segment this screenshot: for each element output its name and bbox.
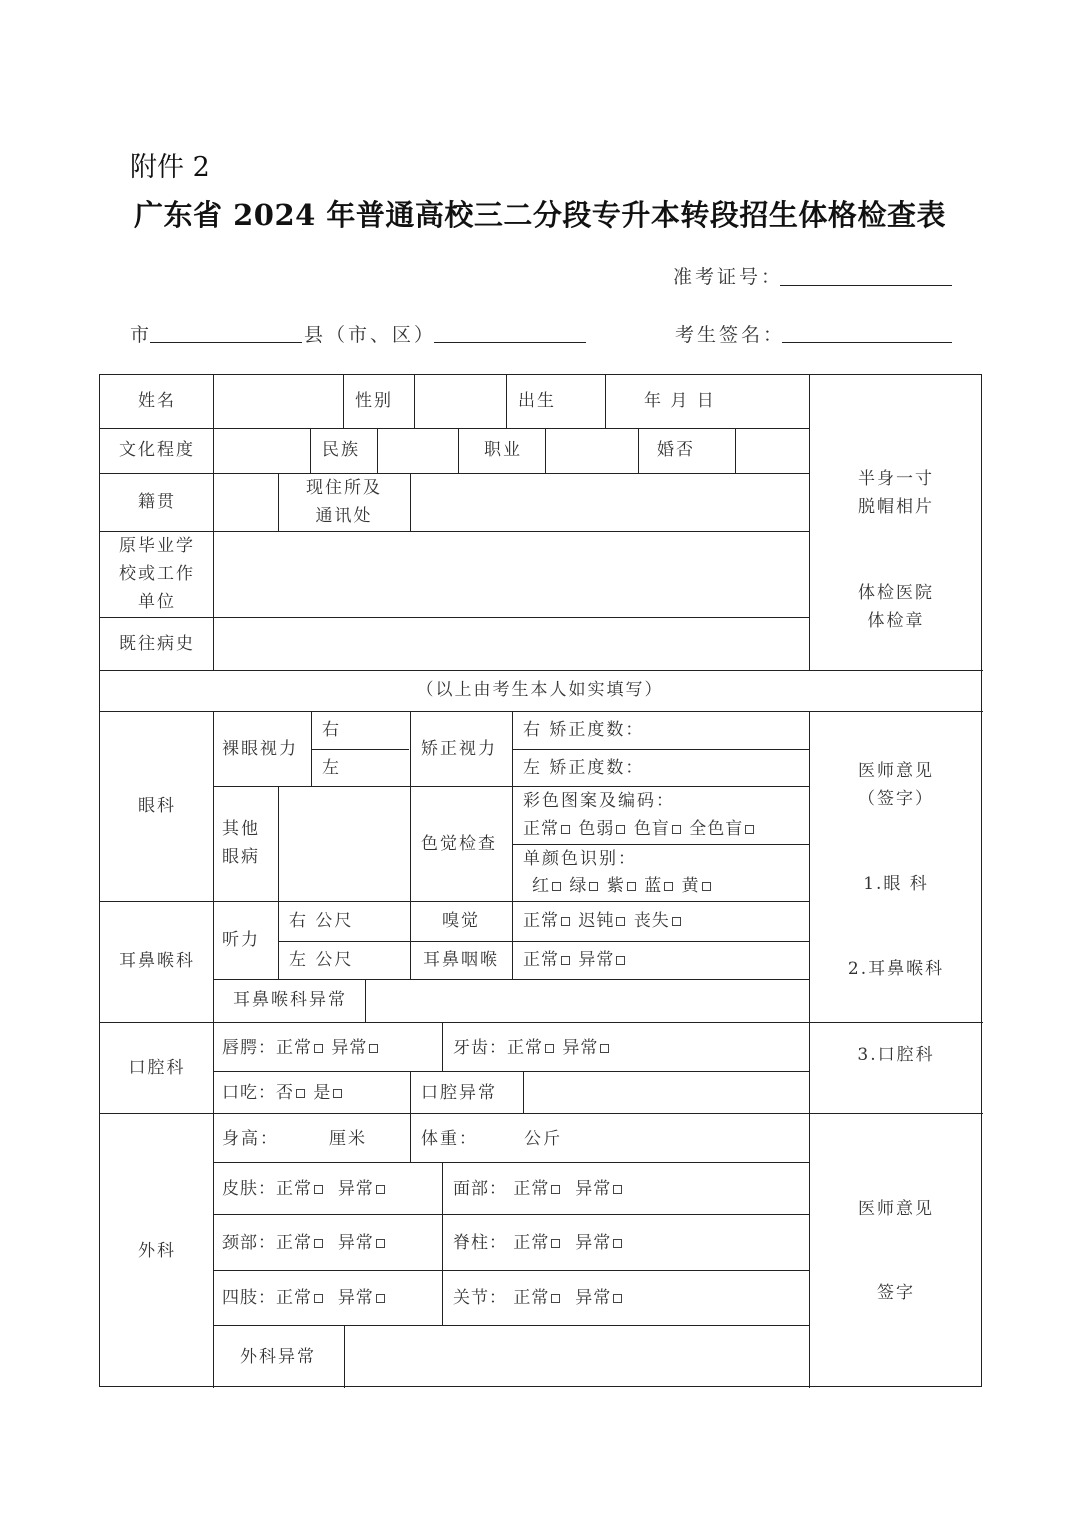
rule [100, 670, 983, 671]
photo-label-line2: 脱帽相片 [858, 497, 934, 517]
option-normal: 正常 [513, 1288, 550, 1308]
checkbox-blue[interactable] [664, 882, 673, 891]
checkbox-smell-dull[interactable] [616, 917, 625, 926]
marital-label: 婚否 [657, 440, 695, 460]
option-abnormal: 异常 [337, 1233, 374, 1253]
photo-label-line1: 半身一寸 [858, 469, 934, 489]
checkbox-normal[interactable] [561, 825, 570, 834]
birth-date-label: 年 月 日 [644, 391, 716, 411]
oral-abnormal-label: 口腔异常 [421, 1083, 497, 1103]
option-color-blind: 色盲 [633, 819, 670, 839]
single-color-label: 单颜色识别： [523, 849, 637, 869]
doctor-opinion-label: 医师意见 [858, 761, 934, 781]
checkbox-teeth-abnormal[interactable] [600, 1044, 609, 1053]
rule [377, 428, 378, 473]
rule [311, 749, 409, 750]
rule [100, 428, 809, 429]
teeth-row [453, 1034, 611, 1062]
rule [213, 1270, 809, 1271]
option-blue: 蓝 [644, 876, 663, 896]
rule [735, 428, 736, 473]
rule [410, 901, 411, 979]
rule [213, 979, 809, 980]
rule [213, 1071, 809, 1072]
exam-number-label: 准考证号： [673, 266, 784, 288]
rule [100, 531, 809, 532]
rule [278, 901, 279, 979]
checkbox-purple[interactable] [627, 882, 636, 891]
option-no: 否 [276, 1083, 294, 1103]
rule [100, 711, 983, 712]
face-label: 面部： [453, 1179, 507, 1199]
rule [213, 711, 214, 1388]
single-color-options [532, 872, 713, 900]
option-abnormal: 异常 [575, 1288, 612, 1308]
address-label-line1: 现住所及 [306, 478, 382, 498]
rule [213, 1162, 809, 1163]
joints-row [453, 1284, 624, 1312]
checkbox-red[interactable] [552, 882, 561, 891]
rule [311, 711, 312, 786]
rule [100, 901, 809, 902]
checkbox-stutter-yes[interactable] [333, 1089, 342, 1098]
rule [809, 711, 810, 1388]
neck-label: 颈部： [222, 1233, 276, 1253]
checkbox-smell-lost[interactable] [672, 917, 681, 926]
option-normal: 正常 [276, 1179, 312, 1199]
school-label-line1: 原毕业学 [119, 536, 195, 556]
checkbox-skin-abnormal[interactable] [376, 1185, 385, 1194]
checkbox-face-normal[interactable] [551, 1185, 560, 1194]
rule [458, 428, 459, 473]
gender-label: 性别 [355, 391, 393, 411]
checkbox-limbs-normal[interactable] [314, 1294, 323, 1303]
rule [310, 428, 311, 473]
corrected-vision-label: 矫正视力 [421, 739, 497, 759]
color-test-label: 色觉检查 [421, 834, 497, 854]
option-green: 绿 [569, 876, 588, 896]
limbs-row [222, 1284, 387, 1312]
rule [512, 749, 809, 750]
ent-section-label: 耳鼻喉科 [119, 951, 195, 971]
weight-unit: 公斤 [524, 1129, 562, 1149]
lips-row [222, 1034, 380, 1062]
rule [506, 375, 507, 428]
neck-row [222, 1229, 387, 1257]
birth-label: 出生 [518, 391, 556, 411]
occupation-label: 职业 [484, 440, 522, 460]
stamp-label-line1: 体检医院 [858, 583, 934, 603]
ethnicity-label: 民族 [322, 440, 360, 460]
self-fill-note: （以上由考生本人如实填写） [416, 680, 664, 700]
doctor-oral-label: 3.口腔科 [857, 1045, 935, 1065]
checkbox-smell-normal[interactable] [561, 917, 570, 926]
option-abnormal: 异常 [562, 1038, 599, 1058]
naked-vision-label: 裸眼视力 [222, 739, 298, 759]
rule [442, 1022, 443, 1071]
option-yes: 是 [313, 1083, 332, 1103]
county-field[interactable] [434, 342, 586, 343]
rule [638, 428, 639, 473]
option-normal: 正常 [507, 1038, 543, 1058]
option-purple: 紫 [606, 876, 625, 896]
rule [278, 473, 279, 531]
option-normal: 正常 [523, 911, 559, 931]
checkbox-lips-abnormal[interactable] [369, 1044, 378, 1053]
rule [512, 901, 513, 979]
checkbox-face-abnormal[interactable] [613, 1185, 622, 1194]
rule [278, 941, 809, 942]
option-abnormal: 异常 [331, 1038, 368, 1058]
option-abnormal: 异常 [578, 950, 615, 970]
checkbox-neck-normal[interactable] [314, 1239, 323, 1248]
rule [213, 1214, 809, 1215]
naked-right-label: 右 [322, 720, 341, 740]
option-abnormal: 异常 [337, 1288, 374, 1308]
oral-section-label: 口腔科 [128, 1058, 186, 1078]
checkbox-total-color-blind[interactable] [745, 825, 754, 834]
attachment-label: 附件 2 [130, 152, 210, 183]
stutter-label: 口吃： [222, 1083, 276, 1103]
teeth-label: 牙齿： [453, 1038, 507, 1058]
checkbox-stutter-no[interactable] [296, 1089, 305, 1098]
city-label: 市 [130, 324, 153, 346]
city-field[interactable] [150, 342, 302, 343]
option-normal: 正常 [276, 1288, 312, 1308]
height-unit: 厘米 [329, 1129, 367, 1149]
rule [410, 711, 411, 901]
rule [213, 786, 809, 787]
rule [605, 375, 606, 428]
checkbox-skin-normal[interactable] [314, 1185, 323, 1194]
surgery-abnormal-label: 外科异常 [240, 1347, 316, 1367]
throat-label: 耳鼻咽喉 [423, 950, 499, 970]
checkbox-yellow[interactable] [702, 882, 711, 891]
signature-field[interactable] [782, 342, 952, 343]
checkbox-color-weak[interactable] [616, 825, 625, 834]
rule [100, 1113, 983, 1114]
weight-label: 体重： [421, 1129, 478, 1149]
hearing-right-label: 右 公尺 [289, 911, 354, 931]
checkbox-spine-normal[interactable] [551, 1239, 560, 1248]
checkbox-joints-abnormal[interactable] [613, 1294, 622, 1303]
stutter-row [222, 1079, 344, 1107]
doctor-signature-label: 签字 [877, 1283, 915, 1303]
rule [545, 428, 546, 473]
native-place-label: 籍贯 [138, 492, 176, 512]
rule [278, 786, 279, 901]
county-label: 县（市、区） [304, 324, 437, 346]
rule [100, 617, 809, 618]
spine-label: 脊柱： [453, 1233, 507, 1253]
option-abnormal: 异常 [337, 1179, 374, 1199]
joints-label: 关节： [453, 1288, 507, 1308]
rule [410, 1071, 411, 1113]
doctor-sign-label: （签字） [858, 789, 934, 809]
school-label-line3: 单位 [138, 592, 176, 612]
option-normal: 正常 [523, 819, 559, 839]
checkbox-color-blind[interactable] [672, 825, 681, 834]
ent-abnormal-label: 耳鼻喉科异常 [233, 990, 347, 1010]
rule [523, 1071, 524, 1113]
option-color-weak: 色弱 [578, 819, 615, 839]
rule [809, 375, 810, 670]
option-red: 红 [532, 876, 550, 896]
other-eye-label-line2: 眼病 [222, 847, 260, 867]
checkbox-joints-normal[interactable] [551, 1294, 560, 1303]
rule [414, 375, 415, 428]
education-label: 文化程度 [119, 440, 195, 460]
rule [100, 1022, 983, 1023]
corrected-right-label: 右 矫正度数： [523, 720, 645, 740]
throat-options [523, 946, 627, 974]
rule [213, 375, 214, 670]
other-eye-label-line1: 其他 [222, 819, 260, 839]
smell-options [523, 907, 683, 935]
checkbox-green[interactable] [589, 882, 598, 891]
hearing-label: 听力 [222, 930, 260, 950]
checkbox-lips-normal[interactable] [314, 1044, 323, 1053]
rule [410, 1113, 411, 1162]
option-normal: 正常 [513, 1233, 550, 1253]
rule [100, 473, 809, 474]
rule [410, 473, 411, 531]
option-lost: 丧失 [633, 911, 670, 931]
option-total-color-blind: 全色盲 [689, 819, 744, 839]
face-row [453, 1175, 624, 1203]
rule [365, 979, 366, 1022]
option-yellow: 黄 [681, 876, 700, 896]
name-label: 姓名 [138, 391, 176, 411]
checkbox-throat-abnormal[interactable] [616, 956, 625, 965]
surgery-section-label: 外科 [138, 1241, 176, 1261]
checkbox-throat-normal[interactable] [561, 956, 570, 965]
corrected-left-label: 左 矫正度数： [523, 758, 645, 778]
address-label-line2: 通讯处 [315, 506, 373, 526]
rule [442, 1162, 443, 1325]
smell-label: 嗅觉 [442, 911, 480, 931]
limbs-label: 四肢： [222, 1288, 276, 1308]
checkbox-limbs-abnormal[interactable] [376, 1294, 385, 1303]
option-abnormal: 异常 [575, 1233, 612, 1253]
signature-label: 考生签名： [675, 324, 786, 346]
color-pattern-label: 彩色图案及编码： [523, 791, 675, 811]
checkbox-teeth-normal[interactable] [545, 1044, 554, 1053]
lips-label: 唇腭： [222, 1038, 276, 1058]
height-label: 身高： [222, 1129, 279, 1149]
naked-left-label: 左 [322, 758, 341, 778]
option-normal: 正常 [523, 950, 559, 970]
doctor-opinion-label-2: 医师意见 [858, 1199, 934, 1219]
doctor-ent-label: 2.耳鼻喉科 [847, 959, 945, 979]
option-normal: 正常 [513, 1179, 550, 1199]
rule [213, 1325, 809, 1326]
option-normal: 正常 [276, 1038, 312, 1058]
option-dull: 迟钝 [578, 911, 615, 931]
form-title: 广东省 2024 年普通高校三二分段专升本转段招生体格检查表 [134, 198, 946, 232]
option-normal: 正常 [276, 1233, 312, 1253]
rule [512, 711, 513, 901]
color-pattern-options [523, 815, 756, 843]
checkbox-neck-abnormal[interactable] [376, 1239, 385, 1248]
history-label: 既往病史 [119, 634, 195, 654]
stamp-label-line2: 体检章 [867, 611, 925, 631]
eye-section-label: 眼科 [138, 796, 176, 816]
doctor-eye-label: 1.眼 科 [863, 874, 929, 894]
exam-number-field[interactable] [780, 285, 952, 286]
rule [344, 1325, 345, 1388]
exam-form-table [99, 374, 982, 1387]
spine-row [453, 1229, 624, 1257]
school-label-line2: 校或工作 [119, 564, 195, 584]
skin-row [222, 1175, 387, 1203]
checkbox-spine-abnormal[interactable] [613, 1239, 622, 1248]
option-abnormal: 异常 [575, 1179, 612, 1199]
skin-label: 皮肤： [222, 1179, 276, 1199]
rule [343, 375, 344, 428]
hearing-left-label: 左 公尺 [289, 950, 354, 970]
